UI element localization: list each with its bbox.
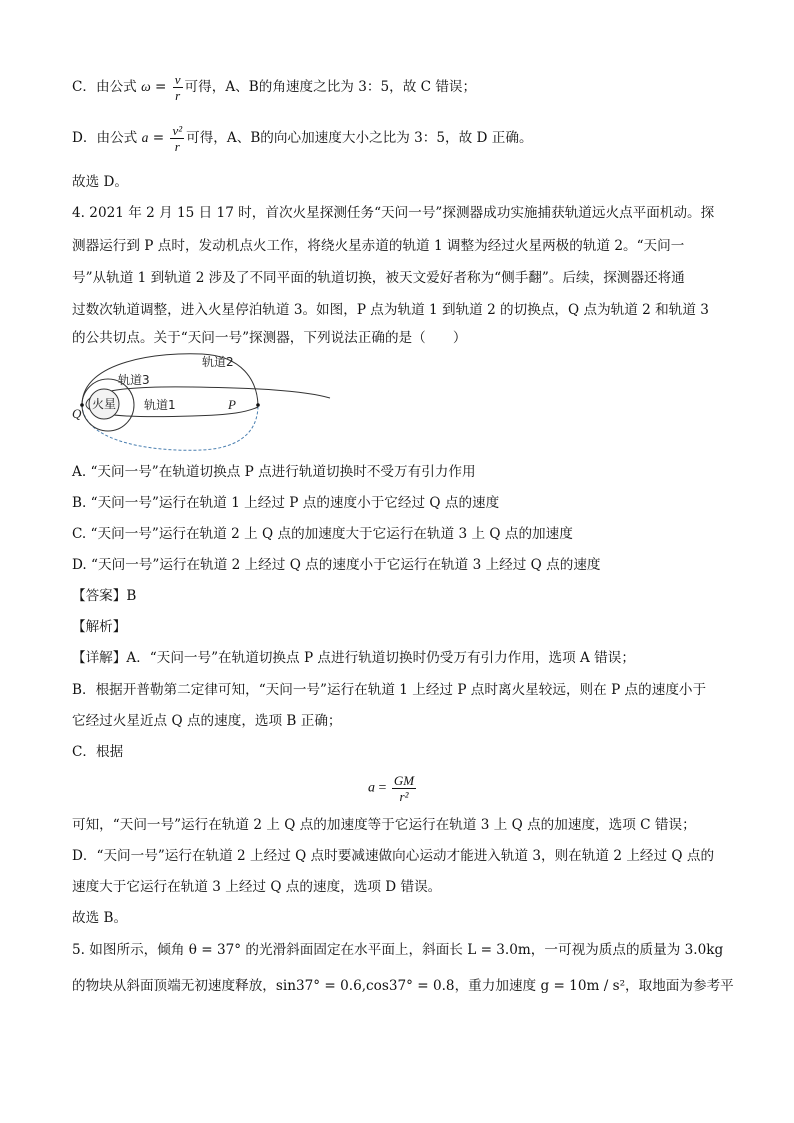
q4-line-5: 的公共切点。关于“天问一号”探测器，下列说法正确的是（ ）: [72, 330, 467, 346]
equals: =: [148, 130, 169, 146]
q5-line-2: 的物块从斜面顶端无初速度释放，sin37° = 0.6,cos37° = 0.8，重力加速度 g = 10m / s²，取地面为参考平: [72, 978, 734, 994]
text: C．由公式: [72, 79, 137, 95]
label-orbit-1: 轨道1: [144, 398, 176, 412]
text: 可得，A、B的向心加速度大小之比为 3：5，故 D 正确。: [186, 130, 533, 146]
q4-line-3: 号”从轨道 1 到轨道 2 涉及了不同平面的轨道切换，被天文爱好者称为“侧手翻”。后续，探测器还将通: [72, 270, 685, 286]
option-d-explanation: [72, 123, 533, 154]
detail-c: C．根据: [72, 744, 124, 760]
detail-b-line-1: B．根据开普勒第二定律可知，“天问一号”运行在轨道 1 上经过 P 点时离火星较远，则在 P 点的速度小于: [72, 682, 707, 698]
choose-d: 故选 D。: [72, 174, 129, 190]
omega-symbol: ω: [141, 79, 151, 94]
a-symbol: a: [141, 130, 149, 145]
q5-line-1: 5. 如图所示，倾角 θ = 37° 的光滑斜面固定在水平面上，斜面长 L = 3.0m，一可视为质点的质量为 3.0kg: [72, 942, 724, 958]
denominator: r: [175, 88, 181, 103]
gravity-formula: [368, 773, 418, 804]
orbit-diagram-svg: [72, 350, 334, 454]
fraction-gm-over-r2: [392, 773, 416, 804]
equals: =: [150, 79, 171, 95]
numerator: GM: [393, 773, 415, 788]
label-point-p: P: [228, 397, 236, 412]
q4-line-1: 4. 2021 年 2 月 15 日 17 时，首次火星探测任务“天问一号”探测器成功实施捕获轨道远火点平面机动。探: [72, 205, 715, 221]
label-orbit-2: 轨道2: [202, 355, 234, 369]
point-p-dot: [256, 403, 260, 407]
fraction-v2-over-r: [170, 123, 184, 154]
orbit-diagram: [72, 350, 334, 454]
detail-d-line-1: D．“天问一号”运行在轨道 2 上经过 Q 点时要减速做向心运动才能进入轨道 3，则在轨道 2 上经过 Q 点的: [72, 848, 715, 864]
denominator: r: [174, 139, 180, 154]
analysis-label: 【解析】: [72, 619, 127, 635]
fraction-v-over-r: [173, 72, 183, 103]
label-orbit-3: 轨道3: [118, 373, 150, 387]
label-mars: 火星: [92, 397, 117, 411]
option-d: D. “天问一号”运行在轨道 2 上经过 Q 点的速度小于它运行在轨道 3 上经过 Q 点的速度: [72, 557, 601, 573]
option-b: B. “天问一号”运行在轨道 1 上经过 P 点的速度小于它经过 Q 点的速度: [72, 495, 500, 511]
text: 可得，A、B的角速度之比为 3：5，故 C 错误；: [184, 79, 477, 95]
text: D．由公式: [72, 130, 138, 146]
choose-b: 故选 B。: [72, 910, 128, 926]
detail-b-line-2: 它经过火星近点 Q 点的速度，选项 B 正确；: [72, 713, 342, 729]
detail-a: 【详解】A．“天问一号”在轨道切换点 P 点进行轨道切换时仍受万有引力作用，选项 A 错误；: [72, 650, 635, 666]
option-c: C. “天问一号”运行在轨道 2 上 Q 点的加速度大于它运行在轨道 3 上 Q 点的加速度: [72, 526, 573, 542]
equals: =: [375, 780, 390, 796]
detail-c-line-2: 可知，“天问一号”运行在轨道 2 上 Q 点的加速度等于它运行在轨道 3 上 Q 点的加速度，选项 C 错误；: [72, 817, 696, 833]
numerator: v: [174, 72, 181, 87]
q4-line-4: 过数次轨道调整，进入火星停泊轨道 3。如图，P 点为轨道 1 到轨道 2 的切换点，Q 点为轨道 2 和轨道 3: [72, 302, 709, 318]
answer-label: 【答案】B: [72, 588, 137, 604]
label-point-q: Q: [72, 406, 82, 421]
option-a: A. “天问一号”在轨道切换点 P 点进行轨道切换时不受万有引力作用: [72, 464, 476, 480]
q4-line-2: 测器运行到 P 点时，发动机点火工作，将绕火星赤道的轨道 1 调整为经过火星两极的轨道 2。“天问一: [72, 238, 685, 254]
option-c-explanation: [72, 72, 476, 103]
denominator: r²: [399, 789, 409, 804]
orbit-1-upper: [86, 387, 330, 405]
detail-d-line-2: 速度大于它运行在轨道 3 上经过 Q 点的速度，选项 D 错误。: [72, 879, 442, 895]
a-symbol: a: [368, 780, 375, 796]
numerator: v²: [172, 123, 183, 138]
